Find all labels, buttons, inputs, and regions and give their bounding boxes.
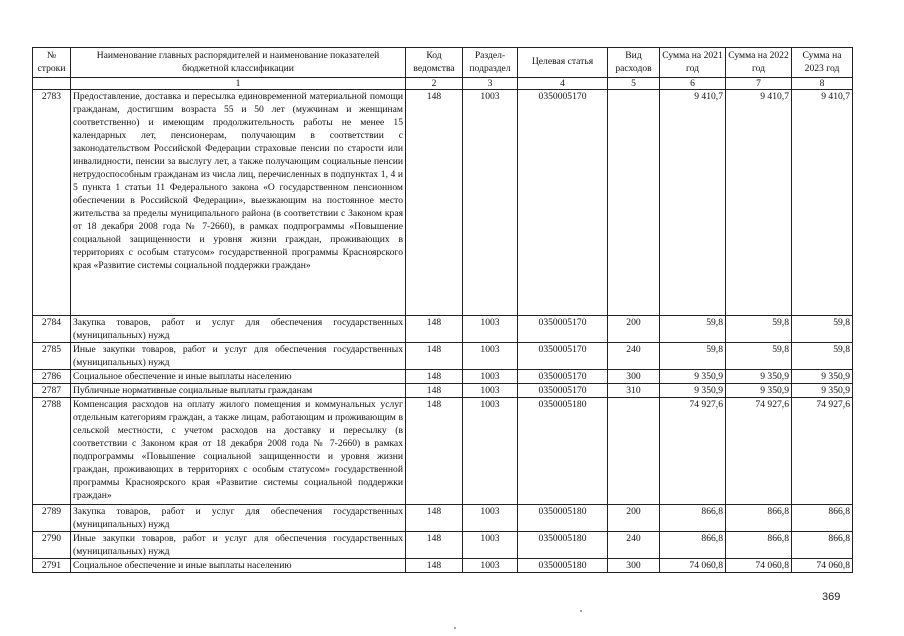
column-number: 4 bbox=[518, 78, 608, 90]
row-name: Предоставление, доставка и пересылка единовременной материальной помощи гражданам, достигшим возраста 55 и 50 лет (мужчинам и женщинам соответственно) и имеющим продолжительность работы не менее 15 календарных лет, пенсионерам, получающим в соответствии с законодательством Российской Федерации страховые пенсии по старости или инвалидности, пенсии за выслугу лет, а также получающим социальные пенсии нетрудоспособным гражданам из числа лиц, перечисленных в подпунктах 1, 4 и 5 пункта 1 статьи 11 Федерального закона «О государственном пенсионном обеспечении в Российской Федерации», выезжающим на постоянное место жительства за пределы муниципального района (в соответствии с Законом края от 18 декабря 2008 года № 7-2660), в рамках подпрограммы «Повышение социальной защищенности и уровня жизни граждан, проживающих в территориях с особым статусом» государственной программы Красноярского края «Развитие системы социальной поддержки граждан» bbox=[71, 90, 406, 316]
row-target-article: 0350005170 bbox=[518, 343, 608, 370]
table-row bbox=[33, 370, 853, 384]
column-number: 1 bbox=[71, 78, 406, 90]
row-sum-2021: 59,8 bbox=[660, 316, 726, 343]
row-sum-2023: 59,8 bbox=[792, 316, 853, 343]
row-section: 1003 bbox=[463, 384, 518, 398]
row-sum-2022: 9 410,7 bbox=[726, 90, 792, 316]
row-expense-kind: 310 bbox=[608, 384, 660, 398]
row-target-article: 0350005180 bbox=[518, 398, 608, 505]
header-section: Раздел-подраздел bbox=[463, 48, 518, 78]
column-number bbox=[33, 78, 71, 90]
row-section: 1003 bbox=[463, 398, 518, 505]
row-sum-2023: 74 927,6 bbox=[792, 398, 853, 505]
header-name: Наименование главных распорядителей и наименование показателей бюджетной классификации bbox=[71, 48, 406, 78]
row-expense-kind: 300 bbox=[608, 370, 660, 384]
row-name: Социальное обеспечение и иные выплаты населению bbox=[71, 370, 406, 384]
row-name: Социальное обеспечение и иные выплаты населению bbox=[71, 559, 406, 573]
row-section: 1003 bbox=[463, 343, 518, 370]
row-section: 1003 bbox=[463, 90, 518, 316]
row-number: 2787 bbox=[33, 384, 71, 398]
row-expense-kind: 200 bbox=[608, 505, 660, 532]
table-body bbox=[33, 90, 853, 573]
row-target-article: 0350005170 bbox=[518, 384, 608, 398]
row-target-article: 0350005180 bbox=[518, 505, 608, 532]
table-row bbox=[33, 90, 853, 316]
row-sum-2023: 9 350,9 bbox=[792, 384, 853, 398]
row-expense-kind: 240 bbox=[608, 532, 660, 559]
table-row bbox=[33, 559, 853, 573]
row-expense-kind: 300 bbox=[608, 559, 660, 573]
scan-speck bbox=[580, 610, 582, 612]
row-target-article: 0350005170 bbox=[518, 316, 608, 343]
row-sum-2023: 74 060,8 bbox=[792, 559, 853, 573]
row-sum-2021: 59,8 bbox=[660, 343, 726, 370]
row-number: 2786 bbox=[33, 370, 71, 384]
table-row bbox=[33, 316, 853, 343]
table-row bbox=[33, 532, 853, 559]
row-sum-2023: 9 350,9 bbox=[792, 370, 853, 384]
row-sum-2023: 866,8 bbox=[792, 532, 853, 559]
column-number: 2 bbox=[406, 78, 463, 90]
row-section: 1003 bbox=[463, 370, 518, 384]
row-section: 1003 bbox=[463, 316, 518, 343]
row-target-article: 0350005170 bbox=[518, 370, 608, 384]
row-dept-code: 148 bbox=[406, 384, 463, 398]
row-sum-2021: 9 350,9 bbox=[660, 384, 726, 398]
row-sum-2021: 74 060,8 bbox=[660, 559, 726, 573]
row-sum-2022: 59,8 bbox=[726, 343, 792, 370]
row-dept-code: 148 bbox=[406, 370, 463, 384]
row-sum-2021: 866,8 bbox=[660, 532, 726, 559]
column-numbers-row bbox=[33, 78, 853, 90]
row-sum-2022: 74 060,8 bbox=[726, 559, 792, 573]
row-name: Компенсация расходов на оплату жилого помещения и коммунальных услуг отдельным категориям граждан, а также лицам, работающим и проживающим в сельской местности, с учетом расходов на доставку и пересылку (в соответствии с Законом края от 18 декабря 2008 года № 7-2660) в рамках подпрограммы «Повышение социальной защищенности и уровня жизни граждан, проживающих в территориях с особым статусом» государственной программы Красноярского края «Развитие системы социальной поддержки граждан» bbox=[71, 398, 406, 505]
table-row bbox=[33, 343, 853, 370]
table-row bbox=[33, 384, 853, 398]
row-sum-2022: 59,8 bbox=[726, 316, 792, 343]
row-number: 2784 bbox=[33, 316, 71, 343]
row-section: 1003 bbox=[463, 559, 518, 573]
row-name: Закупка товаров, работ и услуг для обеспечения государственных (муниципальных) нужд bbox=[71, 505, 406, 532]
row-target-article: 0350005170 bbox=[518, 90, 608, 316]
row-expense-kind: 200 bbox=[608, 316, 660, 343]
row-sum-2022: 866,8 bbox=[726, 505, 792, 532]
row-sum-2023: 59,8 bbox=[792, 343, 853, 370]
row-expense-kind: 240 bbox=[608, 343, 660, 370]
column-number: 7 bbox=[726, 78, 792, 90]
row-dept-code: 148 bbox=[406, 90, 463, 316]
page-number: 369 bbox=[822, 591, 841, 603]
row-section: 1003 bbox=[463, 505, 518, 532]
row-number: 2790 bbox=[33, 532, 71, 559]
row-dept-code: 148 bbox=[406, 316, 463, 343]
row-dept-code: 148 bbox=[406, 559, 463, 573]
column-number: 6 bbox=[660, 78, 726, 90]
column-number: 5 bbox=[608, 78, 660, 90]
row-sum-2022: 9 350,9 bbox=[726, 384, 792, 398]
row-target-article: 0350005180 bbox=[518, 559, 608, 573]
budget-table bbox=[32, 47, 853, 573]
row-number: 2783 bbox=[33, 90, 71, 316]
row-sum-2021: 74 927,6 bbox=[660, 398, 726, 505]
header-row-no: № строки bbox=[33, 48, 71, 78]
header-sum-2021: Сумма на 2021 год bbox=[660, 48, 726, 78]
row-name: Иные закупки товаров, работ и услуг для обеспечения государственных (муниципальных) нужд bbox=[71, 532, 406, 559]
table-row bbox=[33, 505, 853, 532]
row-dept-code: 148 bbox=[406, 505, 463, 532]
table-row bbox=[33, 398, 853, 505]
table-header bbox=[33, 48, 853, 90]
row-number: 2785 bbox=[33, 343, 71, 370]
row-name: Публичные нормативные социальные выплаты гражданам bbox=[71, 384, 406, 398]
row-sum-2022: 9 350,9 bbox=[726, 370, 792, 384]
row-number: 2789 bbox=[33, 505, 71, 532]
column-number: 3 bbox=[463, 78, 518, 90]
row-sum-2021: 9 410,7 bbox=[660, 90, 726, 316]
row-sum-2023: 866,8 bbox=[792, 505, 853, 532]
row-expense-kind bbox=[608, 90, 660, 316]
row-dept-code: 148 bbox=[406, 532, 463, 559]
header-sum-2022: Сумма на 2022 год bbox=[726, 48, 792, 78]
row-dept-code: 148 bbox=[406, 398, 463, 505]
row-name: Закупка товаров, работ и услуг для обеспечения государственных (муниципальных) нужд bbox=[71, 316, 406, 343]
row-sum-2023: 9 410,7 bbox=[792, 90, 853, 316]
header-dept-code: Код ведомства bbox=[406, 48, 463, 78]
row-number: 2791 bbox=[33, 559, 71, 573]
row-sum-2021: 9 350,9 bbox=[660, 370, 726, 384]
row-name: Иные закупки товаров, работ и услуг для обеспечения государственных (муниципальных) нужд bbox=[71, 343, 406, 370]
row-section: 1003 bbox=[463, 532, 518, 559]
column-number: 8 bbox=[792, 78, 853, 90]
header-expense-kind: Вид расходов bbox=[608, 48, 660, 78]
header-sum-2023: Сумма на 2023 год bbox=[792, 48, 853, 78]
row-number: 2788 bbox=[33, 398, 71, 505]
header-target-article: Целевая статья bbox=[518, 48, 608, 78]
row-sum-2022: 866,8 bbox=[726, 532, 792, 559]
row-expense-kind bbox=[608, 398, 660, 505]
row-sum-2022: 74 927,6 bbox=[726, 398, 792, 505]
row-sum-2021: 866,8 bbox=[660, 505, 726, 532]
scan-speck bbox=[454, 627, 456, 629]
row-dept-code: 148 bbox=[406, 343, 463, 370]
row-target-article: 0350005180 bbox=[518, 532, 608, 559]
